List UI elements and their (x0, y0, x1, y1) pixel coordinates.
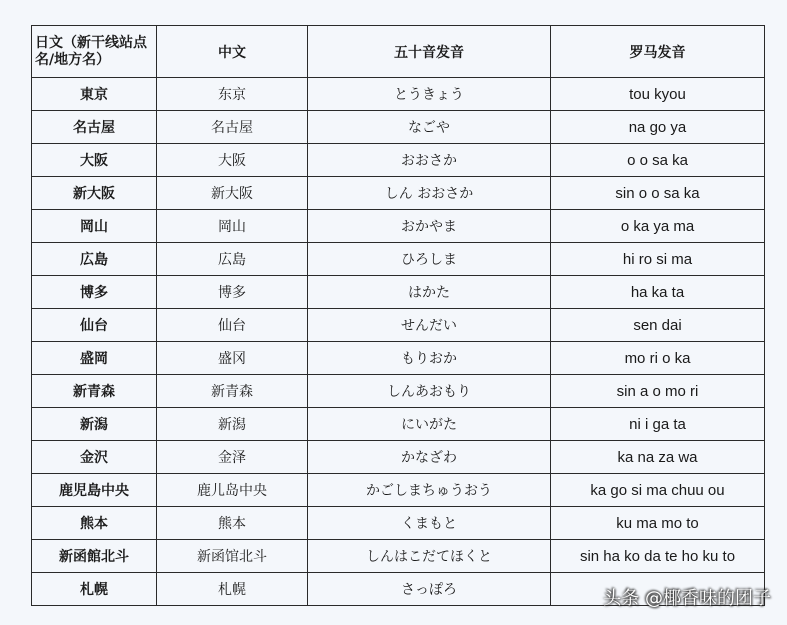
cell-chinese: 新函馆北斗 (157, 540, 308, 573)
cell-japanese: 新大阪 (32, 177, 157, 210)
table-row (32, 441, 765, 474)
cell-romaji: o ka ya ma (551, 210, 765, 243)
cell-japanese: 熊本 (32, 507, 157, 540)
cell-chinese: 岡山 (157, 210, 308, 243)
table-row (32, 111, 765, 144)
table-row (32, 309, 765, 342)
cell-kana: ひろしま (308, 243, 551, 276)
cell-chinese: 盛冈 (157, 342, 308, 375)
cell-japanese: 東京 (32, 78, 157, 111)
table-row (32, 78, 765, 111)
table-row (32, 144, 765, 177)
cell-chinese: 名古屋 (157, 111, 308, 144)
cell-kana: さっぽろ (308, 573, 551, 606)
cell-romaji: na go ya (551, 111, 765, 144)
cell-kana: にいがた (308, 408, 551, 441)
cell-japanese: 新潟 (32, 408, 157, 441)
cell-japanese: 鹿児島中央 (32, 474, 157, 507)
cell-japanese: 岡山 (32, 210, 157, 243)
cell-chinese: 新潟 (157, 408, 308, 441)
table-row (32, 210, 765, 243)
cell-kana: くまもと (308, 507, 551, 540)
cell-chinese: 大阪 (157, 144, 308, 177)
cell-kana: しんあおもり (308, 375, 551, 408)
cell-kana: しんはこだてほくと (308, 540, 551, 573)
watermark-text: 头条 @椰香味的团子 (603, 588, 771, 609)
cell-chinese: 金泽 (157, 441, 308, 474)
cell-romaji: o o sa ka (551, 144, 765, 177)
table-row (32, 276, 765, 309)
header-japanese: 日文（新干线站点名/地方名） (32, 26, 157, 78)
cell-kana: とうきょう (308, 78, 551, 111)
table-header-row (32, 26, 765, 78)
cell-romaji: ku ma mo to (551, 507, 765, 540)
cell-chinese: 新大阪 (157, 177, 308, 210)
table-row (32, 540, 765, 573)
cell-japanese: 仙台 (32, 309, 157, 342)
cell-chinese: 熊本 (157, 507, 308, 540)
cell-chinese: 新青森 (157, 375, 308, 408)
cell-romaji: tou kyou (551, 78, 765, 111)
cell-kana: おおさか (308, 144, 551, 177)
station-name-table (31, 25, 765, 606)
cell-kana: おかやま (308, 210, 551, 243)
cell-chinese: 东京 (157, 78, 308, 111)
table-row (32, 408, 765, 441)
cell-japanese: 広島 (32, 243, 157, 276)
cell-chinese: 鹿儿岛中央 (157, 474, 308, 507)
table-body (32, 78, 765, 606)
cell-japanese: 札幌 (32, 573, 157, 606)
cell-romaji: sin a o mo ri (551, 375, 765, 408)
cell-japanese: 新青森 (32, 375, 157, 408)
table-row (32, 342, 765, 375)
cell-japanese: 金沢 (32, 441, 157, 474)
cell-chinese: 仙台 (157, 309, 308, 342)
cell-romaji: mo ri o ka (551, 342, 765, 375)
header-romaji: 罗马发音 (551, 26, 765, 78)
cell-japanese: 博多 (32, 276, 157, 309)
station-table-container (31, 25, 765, 606)
cell-chinese: 博多 (157, 276, 308, 309)
cell-romaji: ha ka ta (551, 276, 765, 309)
cell-romaji: ka go si ma chuu ou (551, 474, 765, 507)
cell-kana: はかた (308, 276, 551, 309)
header-chinese: 中文 (157, 26, 308, 78)
cell-kana: しん おおさか (308, 177, 551, 210)
cell-japanese: 盛岡 (32, 342, 157, 375)
cell-romaji: hi ro si ma (551, 243, 765, 276)
cell-romaji: ka na za wa (551, 441, 765, 474)
cell-chinese: 札幌 (157, 573, 308, 606)
cell-romaji: ni i ga ta (551, 408, 765, 441)
table-row (32, 507, 765, 540)
cell-romaji: sin ha ko da te ho ku to (551, 540, 765, 573)
cell-romaji: sen dai (551, 309, 765, 342)
table-row (32, 177, 765, 210)
table-row (32, 243, 765, 276)
cell-romaji: sin o o sa ka (551, 177, 765, 210)
cell-kana: せんだい (308, 309, 551, 342)
cell-chinese: 広島 (157, 243, 308, 276)
cell-japanese: 新函館北斗 (32, 540, 157, 573)
cell-kana: かごしまちゅうおう (308, 474, 551, 507)
cell-japanese: 名古屋 (32, 111, 157, 144)
cell-kana: かなざわ (308, 441, 551, 474)
cell-kana: なごや (308, 111, 551, 144)
table-row (32, 375, 765, 408)
header-kana: 五十音发音 (308, 26, 551, 78)
table-row (32, 474, 765, 507)
cell-kana: もりおか (308, 342, 551, 375)
cell-japanese: 大阪 (32, 144, 157, 177)
